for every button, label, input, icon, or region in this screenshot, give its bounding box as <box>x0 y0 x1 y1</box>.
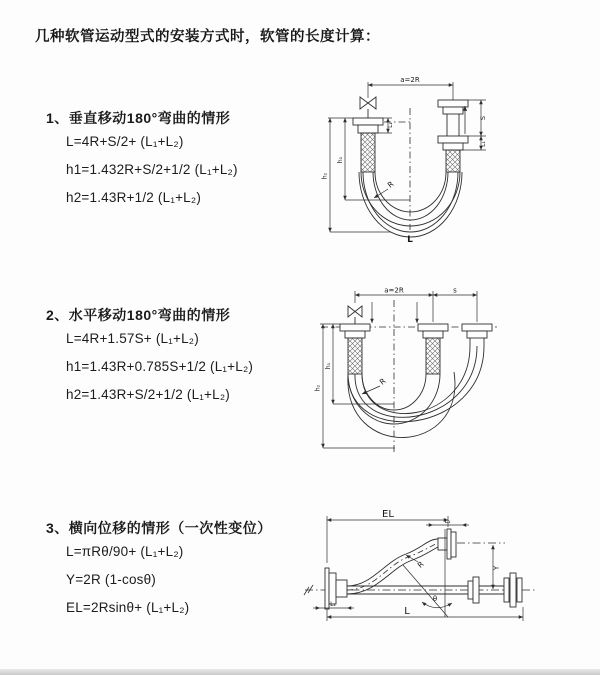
length-label: L <box>404 606 410 617</box>
valve-symbol <box>348 306 362 324</box>
diagram-vertical-180-bend <box>315 72 600 257</box>
stroke-label: S <box>479 115 487 121</box>
middle-flange-assembly <box>418 324 448 374</box>
section3-formula-L: L=πRθ/90+ (L₁+L₂) <box>66 544 184 559</box>
radius-label: R <box>385 179 396 190</box>
theta-label: θ <box>432 595 438 603</box>
section3-formula-EL: EL=2Rsinθ+ (L₁+L₂) <box>66 600 190 615</box>
length-label: L <box>407 235 413 245</box>
right-flange-assembly <box>438 100 468 172</box>
section3-formula-Y: Y=2R (1-cosθ) <box>66 572 157 587</box>
h1-label: h₁ <box>325 362 332 370</box>
left-flange-assembly <box>340 324 370 374</box>
right-flange-assembly <box>462 324 492 346</box>
radius-label: R <box>415 559 426 570</box>
section1-formula-h1: h1=1.432R+S/2+1/2 (L₁+L₂) <box>66 162 238 177</box>
flange-length-label: L₁ <box>480 141 487 147</box>
braided-hose-section <box>361 133 375 172</box>
span-label: a=2R <box>384 286 404 295</box>
shift-label: s <box>453 286 457 295</box>
valve-symbol <box>360 97 376 118</box>
page-title: 几种软管运动型式的安装方式时，软管的长度计算： <box>35 29 380 45</box>
section1-heading: 1、垂直移动180°弯曲的情形 <box>46 110 231 126</box>
el-label: EL <box>382 509 394 520</box>
hose-lines <box>347 539 504 594</box>
dimension-lines <box>313 516 523 621</box>
h2-label: h₂ <box>321 172 329 180</box>
span-label: a=2R <box>400 76 420 84</box>
left-flange-assembly <box>353 118 383 172</box>
dimension-lines <box>320 291 477 448</box>
braided-hose-section <box>426 338 440 374</box>
diagram-horizontal-180-bend <box>315 286 600 461</box>
braided-hose-section <box>446 150 460 172</box>
radius-label: R <box>377 376 388 387</box>
hose-bend-arcs <box>359 172 462 237</box>
y-label: Y <box>492 565 501 571</box>
hose-bend-arcs <box>348 346 484 438</box>
braided-hose-section <box>348 338 362 374</box>
flange-length-label: L₁ <box>444 518 451 525</box>
page-edge-shadow <box>0 669 600 675</box>
section2-heading: 2、水平移动180°弯曲的情形 <box>46 307 231 323</box>
diagram-lateral-displacement <box>300 505 600 655</box>
section2-formula-h2: h2=1.43R+S/2+1/2 (L₁+L₂) <box>66 387 230 402</box>
section2-formula-L: L=4R+1.57S+ (L₁+L₂) <box>66 331 199 346</box>
section1-formula-L: L=4R+S/2+ (L₁+L₂) <box>66 134 184 149</box>
left-flange-assembly <box>325 568 347 609</box>
section2-formula-h1: h1=1.43R+0.785S+1/2 (L₁+L₂) <box>66 359 254 374</box>
section3-heading: 3、横向位移的情形（一次性变位） <box>46 520 272 536</box>
displaced-flange-assembly <box>438 529 456 559</box>
flange-length-label: L₁ <box>387 122 394 128</box>
h1-label: h₁ <box>337 156 344 164</box>
section1-formula-h2: h2=1.43R+1/2 (L₁+L₂) <box>66 190 202 205</box>
h2-label: h₂ <box>314 384 322 392</box>
flange-length-label: L₁ <box>330 601 336 608</box>
